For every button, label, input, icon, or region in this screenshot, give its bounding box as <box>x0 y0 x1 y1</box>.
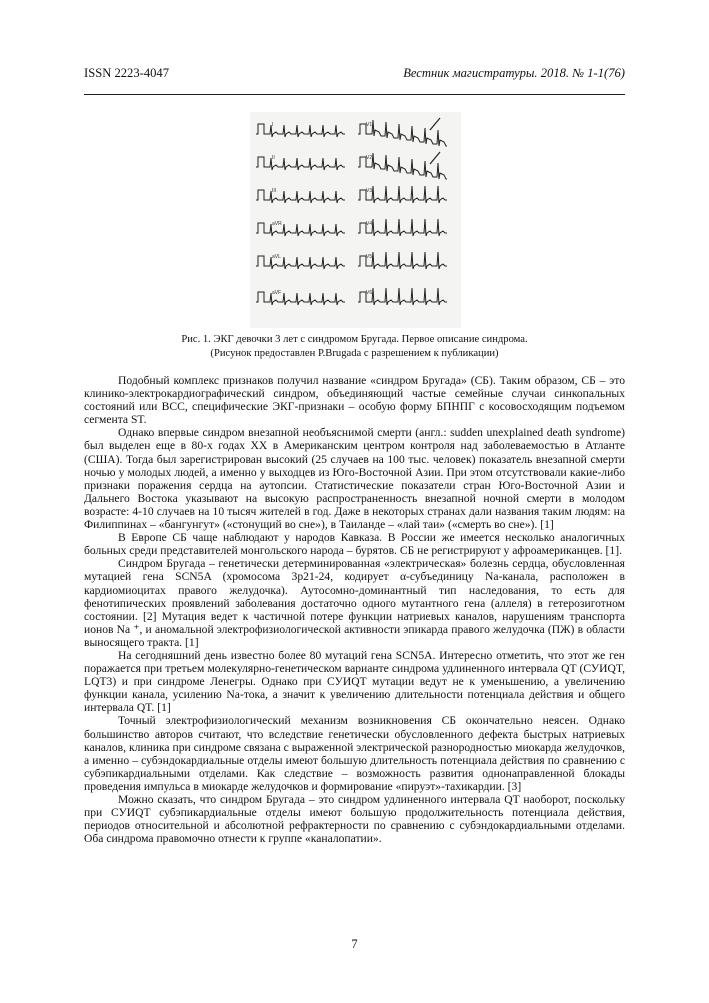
page-number: 7 <box>351 937 358 951</box>
caption-line-2: (Рисунок предоставлен P.Brugada с разрешением к публикации) <box>210 347 499 359</box>
paragraph-1: Подобный комплекс признаков получил название «синдром Бругада» (СБ). Таким образом, СБ – это клинико-электрокардиографический синдром, объединяющий частые семейные случаи синкопальных состояний или ВСС, специфические ЭКГ-признаки – особую форму БПНПГ с косовосходящим подъемом сегмента ST. <box>84 374 625 427</box>
ecg-background <box>250 112 461 328</box>
paragraph-5: На сегодняшний день известно более 80 мутаций гена SCN5A. Интересно отметить, что этот же ген поражается при третьем молекулярно-генетическом варианте синдрома удлиненного интервала QT (СУИQT, LQT3) и при синдроме Ленегры. Однако при СУИQT мутации ведут не к уменьшению, а увеличению функции канала, усилению Na-тока, а значит к увеличению длительности потенциала действия и общего интервала QT. [1] <box>84 648 625 715</box>
lead-label-left: aVR <box>272 221 282 227</box>
lead-label-left: I <box>272 122 274 128</box>
caption-line-1: Рис. 1. ЭКГ девочки 3 лет с синдромом Бругада. Первое описание синдрома. <box>181 334 528 345</box>
paragraph-6: Точный электрофизиологический механизм возникновения СБ окончательно неясен. Однако большинство авторов считают, что вследствие генетически обусловленного дефекта быстрых натриевых каналов, клиника при синдроме связана с выраженной электрической разнородностью миокарда желудочков, а именно – субэндокардиальные отделы имеют большую длительность потенциала действия по сравнению с субэпикардиальными отделами. Как следствие – возможность развития однонаправленной блокады проведения импульса в миокарде желудочков и формирование «пируэт»-тахикардии. [3] <box>84 714 625 793</box>
lead-label-left: aVF <box>272 290 282 296</box>
paragraph-4: Синдром Бругада – генетически детерминированная «электрическая» болезнь сердца, обусловленная мутацией гена SCN5A (хромосома 3р21-24, кодирует α-субъединицу Na-канала, расположен в кардиомиоцитах правого желудочка). Аутосомно-доминантный тип наследования, то есть для фенотипических проявлений заболевания достаточно одного мутантного гена (аллеля) в гетерозиготном состоянии. [2] Мутация ведет к частичной потере функции натриевых каналов, нарушениям транспорта ионов Na ⁺, и аномальной электрофизиологической активности эпикарда правого желудочка (ПЖ) в области выносящего тракта. [1] <box>84 557 625 649</box>
article-body <box>84 374 625 845</box>
lead-label-right: V2 <box>366 155 373 161</box>
ecg-figure <box>250 112 461 328</box>
lead-label-right: V5 <box>366 254 373 260</box>
paragraph-2: Однако впервые синдром внезапной необъяснимой смерти (англ.: sudden unexplained death syndrome) был выделен еще в 80-х годах XX в Американским центром контроля над заболеваемостью в Атланте (США). Тогда был зарегистрирован высокий (25 случаев на 100 тыс. человек) показатель внезапной смерти ночью у молодых людей, а именно у выходцев из Юго-Восточной Азии. При этом отсутствовали какие-либо признаки поражения сердца на аутопсии. Статистические показатели стран Юго-Восточной Азии и Дальнего Востока указывают на высокую распространенность внезапной ночной смерти в молодом возрасте: 4-10 случаев на 10 тысяч жителей в год. Даже в некоторых странах дали названия таким людям: на Филиппинах – «бангунгут» («стонущий во сне»), в Таиланде – «лай таи» («смерть во сне»). [1] <box>84 426 625 532</box>
paragraph-7: Можно сказать, что синдром Бругада – это синдром удлиненного интервала QT наоборот, поскольку при СУИQT субэпикардиальные отделы имеют большую продолжительность потенциала действия, периодов относительной и абсолютной рефрактерности по сравнению с субэндокардиальными отделами. Оба синдрома правомочно отнести к группе «каналопатии». <box>84 793 625 846</box>
lead-label-left: III <box>272 188 277 194</box>
ecg-image <box>250 112 461 328</box>
header-rule <box>84 94 625 95</box>
lead-label-left: aVL <box>272 254 281 260</box>
running-header <box>84 66 625 86</box>
lead-label-left: II <box>272 155 275 161</box>
issn: ISSN 2223-4047 <box>84 66 170 80</box>
lead-label-right: V1 <box>366 122 373 128</box>
lead-label-right: V3 <box>366 188 373 194</box>
lead-label-right: V6 <box>366 290 373 296</box>
journal-title: Вестник магистратуры. 2018. № 1-1(76) <box>403 66 625 80</box>
figure-caption <box>84 333 625 360</box>
lead-label-right: V4 <box>366 221 373 227</box>
paragraph-3: В Европе СБ чаще наблюдают у народов Кавказа. В России же имеется несколько аналогичных больных среди представителей монгольского народа – бурятов. СБ не регистрируют у афроамериканцев. [1]. <box>84 531 625 558</box>
